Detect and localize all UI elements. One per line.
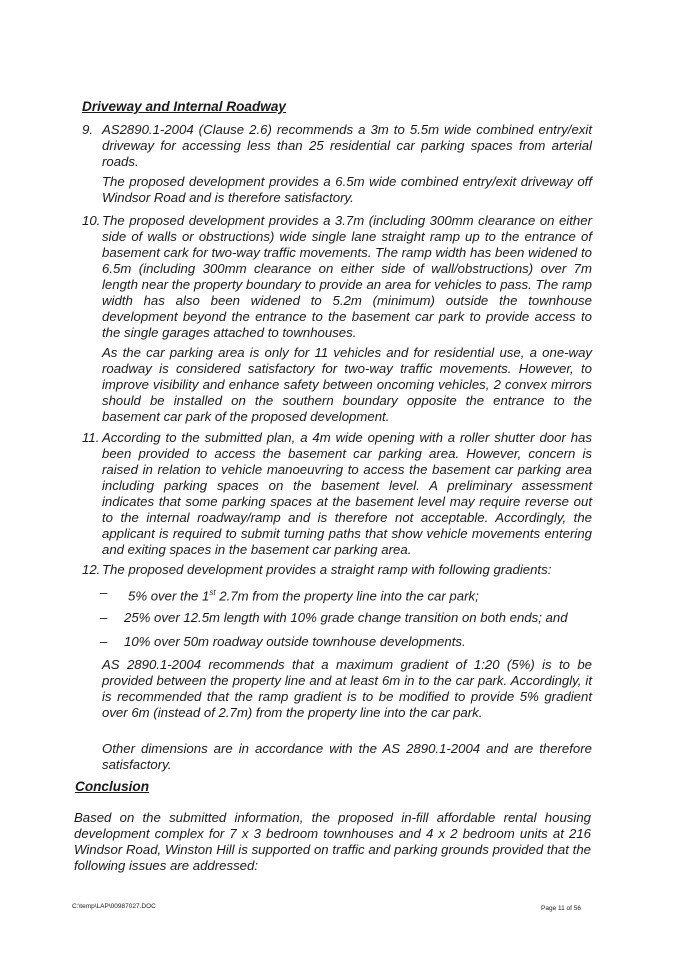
item-9-paragraph: The proposed development provides a 6.5m wide combined entry/exit driveway off Windsor Road and is therefore satisfactory. [102,174,592,205]
item-10-paragraph: As the car parking area is only for 11 vehicles and for residential use, a one-way roadway is considered satisfactory for two-way traffic movements. However, to improve visibility and enhance safety between oncoming vehicles, 2 convex mirrors should be installed on the southern boundary opposite the entrance to the basement car park of the proposed development. [102,345,592,424]
item-number: 12. [82,562,101,577]
footer-page-number: Page 11 of 56 [541,905,581,912]
item-12-paragraph-2: Other dimensions are in accordance with the AS 2890.1-2004 and are therefore satisfactory. [102,741,592,772]
list-item-11 [82,430,592,558]
list-item-9 [82,122,592,170]
section-heading-driveway: Driveway and Internal Roadway [82,99,286,114]
item-text: The proposed development provides a straight ramp with following gradients: [102,562,552,577]
item-number: 10. [82,213,101,228]
section-heading-conclusion: Conclusion [75,779,150,794]
bullet-dash: – [100,634,108,649]
item-text: The proposed development provides a 3.7m (including 300mm clearance on either side of walls or obstructions) wide single lane straight ramp up to the entrance of basement cark for two-way traffic movements. The ramp width has been widened to 6.5m (including 300mm clearance on either side of wall/obstructions) over 7m length near the property boundary to provide an area for vehicles to pass. The ramp width has also been widened to 5.2m (minimum) outside the townhouse development beyond the entrance to the basement car park to provide access to the single garages attached to townhouses. [102,213,592,340]
item-text: According to the submitted plan, a 4m wide opening with a roller shutter door has been provided to access the basement car parking area. However, concern is raised in relation to vehicle manoeuvring to access the basement car parking area including parking spaces on the basement level. A preliminary assessment indicates that some parking spaces at the basement level may require reverse out to the internal roadway/ramp and is therefore not acceptable. Accordingly, the applicant is required to submit turning paths that show vehicle movements entering and exiting spaces in the basement car parking area. [102,430,592,557]
footer-file-path: C:\temp\LAP\00987027.DOC [72,903,156,910]
bullet-text: 5% over the 1st 2.7m from the property line into the car park; [128,588,479,604]
item-number: 11. [82,430,100,445]
conclusion-paragraph: Based on the submitted information, the proposed in-fill affordable rental housing development complex for 7 x 3 bedroom townhouses and 4 x 2 bedroom units at 216 Windsor Road, Winston Hill is supported on traffic and parking grounds provided that the following issues are addressed: [74,810,591,873]
bullet-dash: – [100,610,108,625]
list-item-12 [82,562,592,578]
item-text: AS2890.1-2004 (Clause 2.6) recommends a 3m to 5.5m wide combined entry/exit driveway for accessing less than 25 residential car parking spaces from arterial roads. [102,122,592,169]
list-item-10 [82,213,592,341]
item-12-paragraph-1: AS 2890.1-2004 recommends that a maximum gradient of 1:20 (5%) is to be provided between the property line and at least 6m in to the car park. Accordingly, it is recommended that the ramp gradient is to be modified to provide 5% gradient over 6m (instead of 2.7m) from the property line into the car park. [102,657,592,720]
bullet-text: 25% over 12.5m length with 10% grade change transition on both ends; and [124,610,568,625]
bullet-text: 10% over 50m roadway outside townhouse developments. [124,634,466,649]
item-number: 9. [82,122,93,137]
bullet-dash: – [100,585,108,600]
